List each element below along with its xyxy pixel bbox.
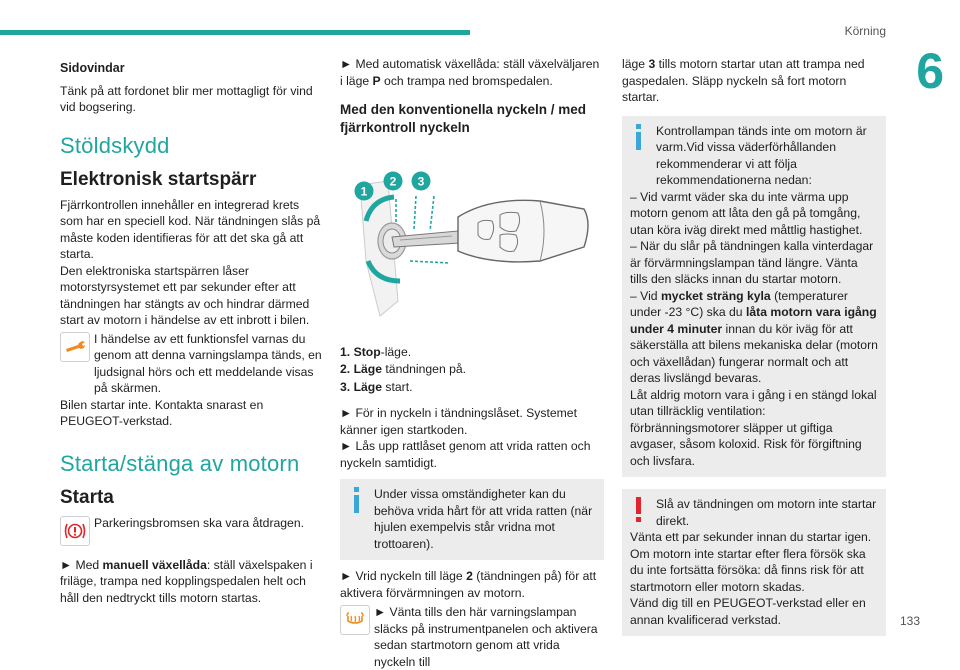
- continue-rest: tills motorn startar utan att trampa ned gaspedalen. Släpp nyckeln så fort motorn startar.: [622, 57, 865, 104]
- continue-bold: 3: [648, 57, 656, 71]
- auto-gearbox-text: [340, 56, 604, 89]
- manual-bold: manuell växellåda: [102, 557, 207, 572]
- chapter-number: 6: [916, 43, 944, 99]
- immobiliser-heading: Elektronisk startspärr: [60, 169, 257, 190]
- warning-text-2: Vänta ett par sekunder innan du startar igen. Om motorn inte startar efter flera försök ska du inte fortsätta försöka: då finns risk för att startmotorn eller motorn skadas.: [630, 530, 872, 594]
- position-number: 1.: [340, 344, 351, 359]
- continue-prefix: läge: [622, 57, 649, 71]
- preheat-info-2: – Vid varmt väder ska du inte värma upp motorn genom att låta den gå på tomgång, utan köra iväg direkt med måttlig hastighet.: [630, 189, 863, 237]
- parking-brake-block: [60, 515, 322, 549]
- section-title: Körning: [844, 24, 886, 38]
- manual-gearbox-text: [60, 557, 322, 607]
- enclosed-space-text: Låt aldrig motorn vara i gång i en stängd lokal utan tillräcklig ventilation: förbränningsmotorer släpper ut giftiga avgaser, såsom koloxid. Risk för förgiftning och livsfara.: [630, 387, 877, 468]
- column-3: [622, 56, 886, 644]
- turn-key-text: [340, 568, 604, 601]
- info-icon: [350, 487, 364, 513]
- preheat-info-box: [622, 116, 886, 478]
- start-stop-heading: Starta/stänga av motorn: [60, 450, 300, 476]
- cold-prefix: – Vid: [630, 288, 661, 303]
- key-position-1: [340, 344, 604, 361]
- parking-brake-text: Parkeringsbromsen ska vara åtdragen.: [94, 515, 305, 530]
- warning-icon: [632, 497, 646, 523]
- turn-key-prefix: ► Vrid nyckeln till läge: [340, 569, 467, 583]
- position-number: 2.: [340, 362, 351, 376]
- position-number: 3.: [340, 379, 351, 394]
- preheat-info-1: Kontrollampan tänds inte om motorn är varm.Vid vissa väderförhållanden rekommenderar vi att följa rekommendationerna nedan:: [656, 123, 867, 187]
- cold-rest: innan du kör iväg för att säkerställa att bilens mekaniska delar (motorn och växellådan) fungerar normalt och att deras livslängd bevaras.: [630, 321, 878, 385]
- warning-text-1: Slå av tändningen om motorn inte startar direkt.: [656, 497, 877, 528]
- steering-info-box: [340, 479, 604, 560]
- column-2: [340, 56, 604, 670]
- glow-plug-icon: [340, 605, 370, 635]
- position-bold: Läge: [353, 379, 383, 394]
- key-position-2: [340, 361, 604, 378]
- warning-box: [622, 489, 886, 636]
- manual-rest: : ställ växelspaken i friläge, trampa ned kopplingspedalen helt och håll den nedtryckt tills motorn startas.: [60, 557, 313, 605]
- preheat-block: [340, 604, 604, 670]
- preheat-info-3: – När du slår på tändningen kalla vinterdagar är förvärmningslampan tänd längre. Vänta tills den släcks innan du startar motorn.: [630, 239, 874, 286]
- auto-bold: P: [372, 73, 381, 88]
- continue-text: [622, 56, 886, 106]
- cold-bold-1: mycket sträng kyla: [660, 288, 771, 303]
- position-rest: tändningen på.: [382, 362, 467, 376]
- header-accent-bar: [0, 30, 470, 35]
- immobiliser-warning-block: [60, 331, 322, 397]
- figure-label-1: 1: [360, 184, 368, 199]
- figure-label-2: 2: [389, 174, 397, 189]
- key-position-3: [340, 379, 604, 396]
- auto-prefix: ► Med automatisk växellåda: ställ växelväljaren i läge: [340, 57, 600, 88]
- unlock-wheel-text: ► Lås upp rattlåset genom att vrida ratten och nyckeln samtidigt.: [340, 439, 591, 470]
- immobiliser-warning-text: I händelse av ett funktionsfel varnas du genom att denna varningslampa tänds, en ljudsignal hörs och ett meddelande visas på skärmen.: [94, 331, 322, 395]
- position-bold: Stop: [353, 344, 381, 359]
- immobiliser-advice: Bilen startar inte. Kontakta snarast en PEUGEOT-verkstad.: [60, 397, 264, 428]
- manual-prefix: ► Med: [60, 557, 103, 572]
- key-positions-list: [340, 344, 604, 396]
- parking-brake-icon: [60, 516, 90, 546]
- ignition-key-figure: [340, 151, 602, 321]
- crosswind-text: Tänk på att fordonet blir mer mottagligt för vind vid bogsering.: [60, 83, 313, 114]
- warning-text-3: Vänd dig till en PEUGEOT-verkstad eller en annan kvalificerad verkstad.: [630, 596, 866, 627]
- auto-rest: och trampa ned bromspedalen.: [380, 73, 553, 88]
- immobiliser-text-2: Den elektroniska startspärren låser motorstyrsystemet ett par sekunder efter att tändningen har stängts av och hindrar därmed start av motorn i händelse av ett inbrott i bilen.: [60, 263, 310, 327]
- position-rest: -läge.: [380, 344, 412, 359]
- figure-label-3: 3: [417, 174, 425, 189]
- extreme-cold-text: [630, 288, 878, 387]
- info-icon: [632, 124, 646, 150]
- key-heading: Med den konventionella nyckeln / med fjärrkontroll nyckeln: [340, 102, 587, 135]
- turn-key-rest: (tändningen på) för att aktivera förvärmningen av motorn.: [340, 569, 597, 600]
- insert-key-text: ► För in nyckeln i tändningslåset. Systemet känner igen startkoden.: [340, 406, 577, 437]
- position-rest: start.: [382, 379, 413, 394]
- theft-heading: Stöldskydd: [60, 132, 170, 158]
- column-1: [60, 56, 322, 606]
- turn-key-bold: 2: [466, 569, 473, 583]
- cold-bold-2: låta motorn vara igång under 4 minuter: [630, 305, 877, 336]
- start-heading: Starta: [60, 487, 114, 508]
- page-number: 133: [899, 614, 920, 628]
- cold-mid: (temperaturer under -23 °C) ska du: [630, 288, 848, 319]
- wrench-icon: [60, 332, 90, 362]
- position-bold: Läge: [353, 362, 383, 376]
- preheat-text: ► Vänta tills den här varningslampan släcks på instrumentpanelen och aktivera sedan startmotorn genom att vrida nyckeln till: [374, 605, 598, 669]
- immobiliser-text-1: Fjärrkontrollen innehåller en integrerad krets som har en speciell kod. När tändningen slås på måste koden identifieras för att det ska gå att starta.: [60, 197, 321, 261]
- crosswind-heading: Sidovindar: [60, 61, 125, 75]
- steering-info-text: Under vissa omständigheter kan du behöva vrida hårt för att vrida ratten (när hjulen exempelvis står vridna mot trottoaren).: [374, 487, 593, 551]
